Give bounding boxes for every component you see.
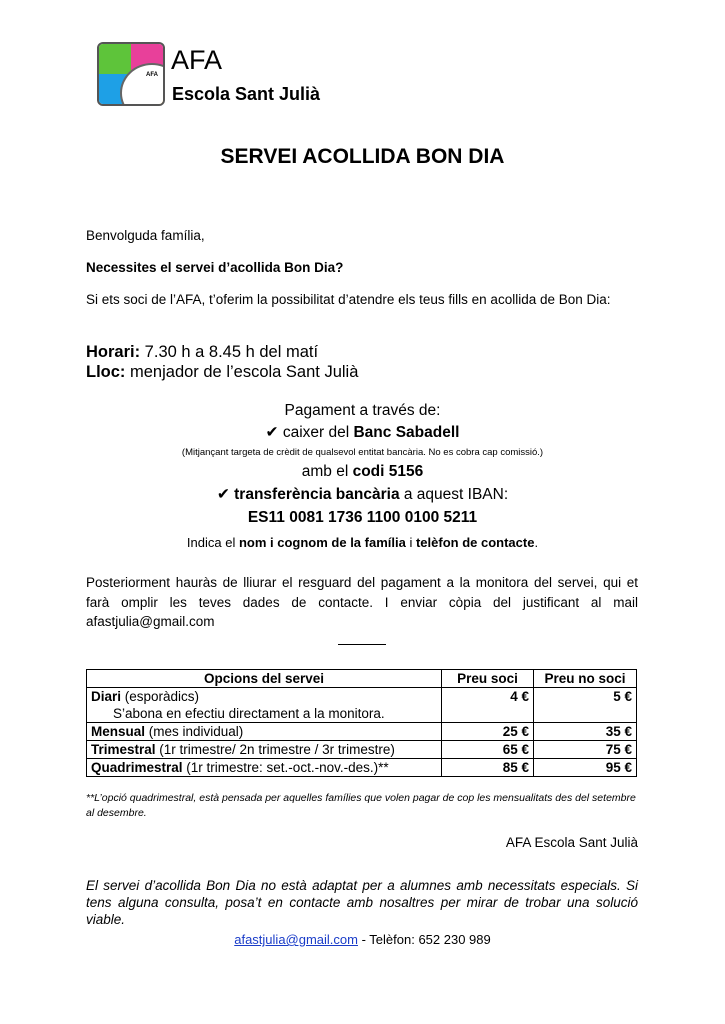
intro: Si ets soci de l’AFA, t’oferim la possibilitat d’atendre els teus fills en acollida de Bon Dia: xyxy=(86,292,611,307)
table-row: Mensual (mes individual) 25 € 35 € xyxy=(87,723,637,741)
disclaimer: El servei d’acollida Bon Dia no està adaptat per a alumnes amb necessitats especials. Si tens alguna consulta, posa’t en contacte amb nosaltres per mirar de trobar una solució viable. xyxy=(86,878,638,927)
footnote: **L’opció quadrimestral, està pensada per aquelles famílies que volen pagar de cop les mensualitats des del setembre al desembre. xyxy=(86,792,636,819)
payment-code: amb el codi 5156 xyxy=(301,463,424,480)
table-row: Trimestral (1r trimestre/ 2n trimestre / 3r trimestre) 65 € 75 € xyxy=(87,741,637,759)
payment-option-atm: ✔ caixer del Banc Sabadell xyxy=(265,424,460,441)
check-icon: ✔ xyxy=(216,486,230,503)
greeting: Benvolguda família, xyxy=(86,228,205,243)
org-name: AFA xyxy=(171,45,223,75)
iban: ES11 0081 1736 1100 0100 5211 xyxy=(247,509,478,526)
signature: AFA Escola Sant Julià xyxy=(505,835,638,850)
pricing-table xyxy=(86,669,637,777)
payment-instructions: Indica el nom i cognom de la família i telèfon de contacte. xyxy=(186,535,539,550)
email-link[interactable]: afastjulia@gmail.com xyxy=(234,932,358,947)
question: Necessites el servei d’acollida Bon Dia? xyxy=(86,260,344,275)
after-payment-text: Posteriorment hauràs de lliurar el resguard del pagament a la monitora del servei, qui et farà omplir les teves dades de contacte. I enviar còpia del justificant al mail afastjulia@gmail.com xyxy=(86,575,638,629)
table-row: Quadrimestral (1r trimestre: set.-oct.-nov.-des.)** 85 € 95 € xyxy=(87,759,637,777)
divider xyxy=(338,644,386,645)
afa-logo: AFA xyxy=(97,42,165,106)
table-header: Opcions del servei Preu soci Preu no soci xyxy=(87,670,637,688)
school-name: Escola Sant Julià xyxy=(172,84,321,104)
lloc: Lloc: menjador de l’escola Sant Julià xyxy=(86,363,359,381)
footer-contact: afastjulia@gmail.com - Telèfon: 652 230 989 xyxy=(234,932,491,947)
horari: Horari: 7.30 h a 8.45 h del matí xyxy=(86,343,319,361)
table-row: Diari (esporàdics) S’abona en efectiu directament a la monitora. 4 € 5 € xyxy=(87,688,637,723)
payment-note: (Mitjançant targeta de crèdit de qualsevol entitat bancària. No es cobra cap comissió.) xyxy=(181,447,544,458)
payment-heading: Pagament a través de: xyxy=(284,402,441,419)
check-icon: ✔ xyxy=(265,424,279,441)
payment-option-transfer: ✔ transferència bancària a aquest IBAN: xyxy=(216,486,509,503)
page-title: SERVEI ACOLLIDA BON DIA xyxy=(220,145,505,168)
